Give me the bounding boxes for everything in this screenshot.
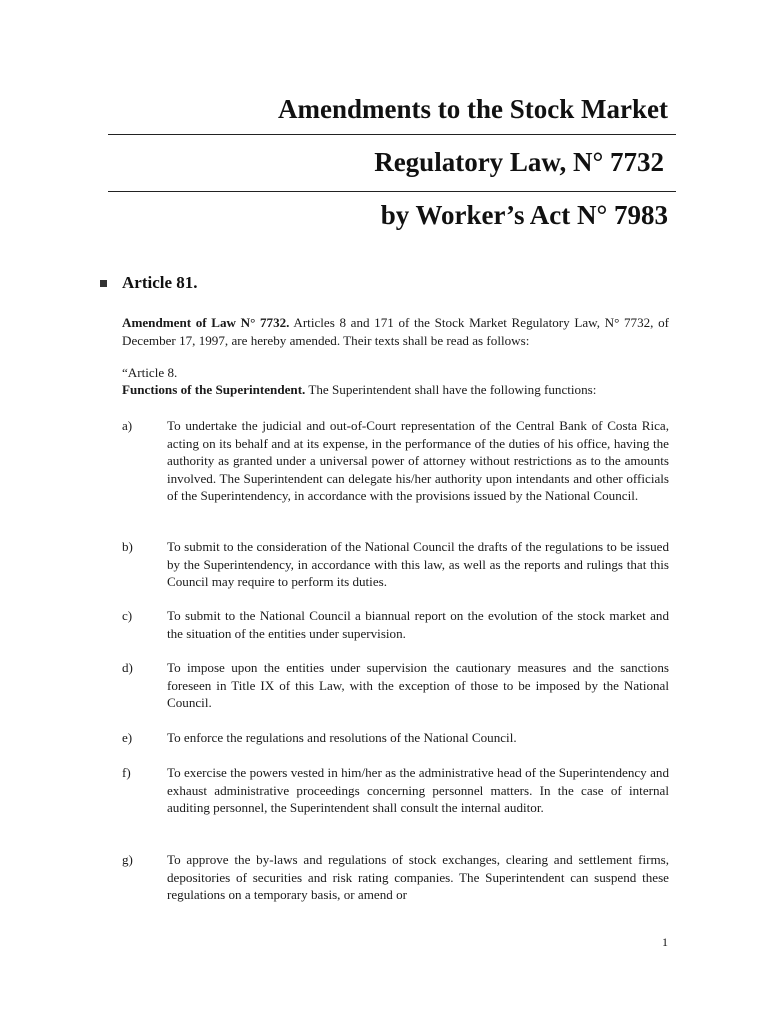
list-item-label: f): [122, 765, 131, 780]
list-item-label: a): [122, 418, 133, 433]
list-item-label: g): [122, 852, 133, 867]
list-item-label: e): [122, 730, 133, 745]
amendment-lead: Amendment of Law N° 7732.: [122, 315, 290, 330]
page-number: 1: [662, 935, 668, 949]
list-item-label: c): [122, 608, 133, 623]
functions-text: The Superintendent shall have the following functions:: [305, 382, 597, 397]
title-line-3: by Worker’s Act N° 7983: [380, 200, 668, 230]
square-bullet-icon: [100, 280, 107, 287]
list-item-text: To enforce the regulations and resolutions of the National Council.: [167, 730, 517, 745]
list-item-label: d): [122, 660, 133, 675]
list-item-text: To exercise the powers vested in him/her as the administrative head of the Superintendency and exhaust administrative proceedings concerning personnel matters. In the case of internal auditing personnel, the Superintendent shall consult the internal auditor.: [167, 765, 669, 815]
list-item-text: To submit to the National Council a biannual report on the evolution of the stock market and the situation of the entities under supervision.: [167, 608, 669, 641]
title-line-1: Amendments to the Stock Market: [278, 94, 668, 124]
list-item-label: b): [122, 539, 133, 554]
amendment-paragraph: [122, 314, 669, 349]
list-item-text: To impose upon the entities under supervision the cautionary measures and the sanctions foreseen in Title IX of this Law, with the exception of those to be imposed by the National Council.: [167, 660, 669, 710]
list-item-text: To undertake the judicial and out-of-Court representation of the Central Bank of Costa Rica, acting on its behalf and at its expense, in the performance of the duties of his office, having the authority as granted under a universal power of attorney without restrictions as to the amounts involved. The Superintendent can delegate his/her authority upon intendants and other officials of the Superintendency, in accordance with the provisions issued by the National Council.: [167, 418, 669, 503]
quoted-article-line: “Article 8.: [122, 365, 178, 380]
list-item-text: To submit to the consideration of the National Council the drafts of the regulations to be issued by the Superintendency, in accordance with this law, as well as the reports and rulings that this Council may require to perform its duties.: [167, 539, 669, 589]
title-rule-1: [108, 134, 676, 135]
list-item-text: To approve the by-laws and regulations of stock exchanges, clearing and settlement firms, depositories of securities and risk rating companies. The Superintendent can suspend these regulations on a temporary basis, or amend or: [167, 852, 669, 902]
title-line-2: Regulatory Law, N° 7732: [374, 147, 664, 177]
title-rule-2: [108, 191, 676, 192]
article-heading: Article 81.: [122, 273, 198, 292]
functions-lead: Functions of the Superintendent.: [122, 382, 306, 397]
amendment-text: Articles 8 and 171 of the Stock Market Regulatory Law, N° 7732, of December 17, 1997, are hereby amended. Their texts shall be read as follows:: [122, 315, 670, 348]
functions-paragraph: [122, 381, 669, 399]
